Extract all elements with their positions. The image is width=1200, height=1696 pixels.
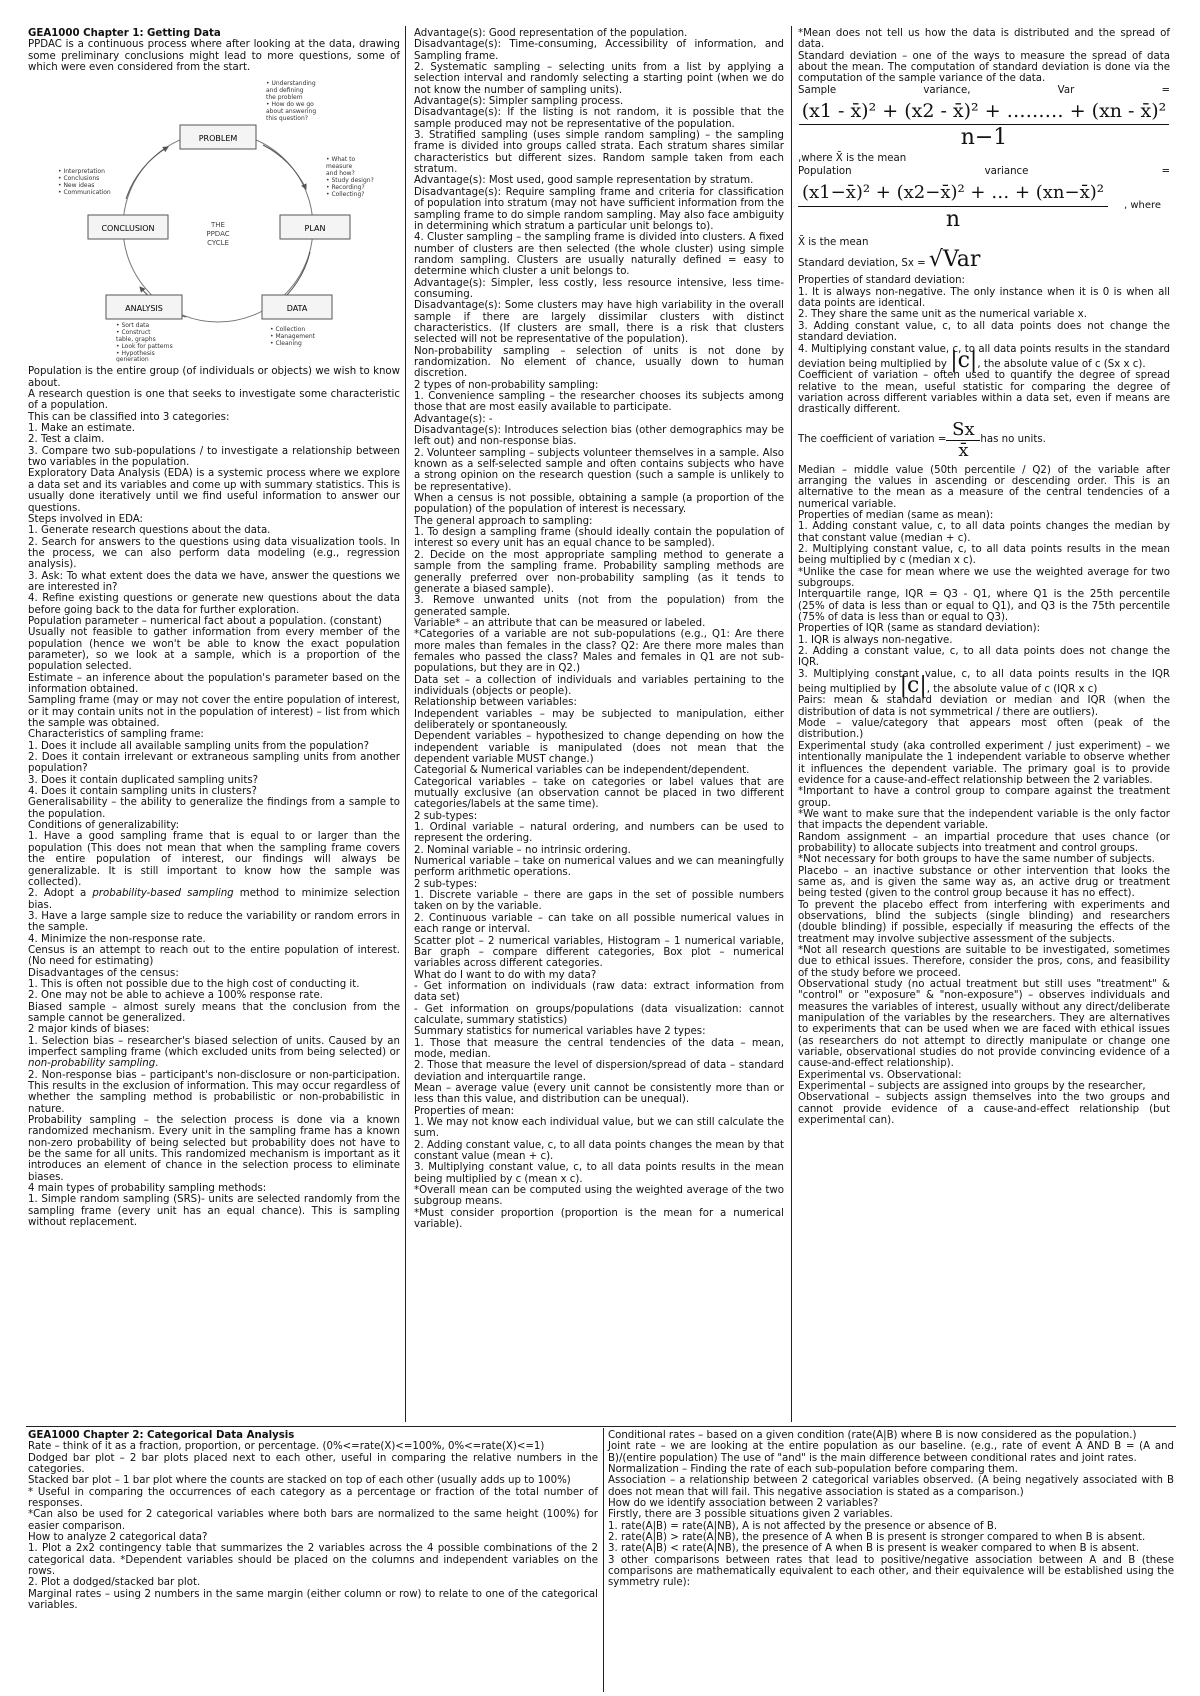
text-block: *Important to have a control group to compare against the treatment group. [798, 786, 1170, 809]
text-block: 1. Selection bias – researcher's biased selection of units. Caused by an imperfect sampling frame (which excluded units from being selected) or non-probability sampling. [28, 1035, 400, 1070]
text-block: *Unlike the case for mean where we use the weighted average for two subgroups. [798, 566, 1170, 589]
text-block: Data set – a collection of individuals and variables pertaining to the individuals (objects or people). [414, 674, 784, 697]
text-block: 2. They share the same unit as the numerical variable x. [798, 309, 1087, 321]
text-block: Summary statistics for numerical variables have 2 types: [414, 1026, 706, 1038]
text-block: Population parameter – numerical fact about a population. (constant) [28, 615, 382, 627]
text-block: 3. Ask: To what extent does the data we have, answer the questions we are interested in? [28, 570, 400, 593]
text-block: *Must consider proportion (proportion is the mean for a numerical variable). [414, 1207, 784, 1231]
text-block: 3. Compare two sub-populations / to investigate a relationship between two variables in the population. [28, 445, 400, 469]
population-variance-denominator: n [945, 206, 961, 232]
text-block: A research question is one that seeks to investigate some characteristic of a population. [28, 389, 400, 412]
text-block: Coefficient of variation – often used to quantify the degree of spread relative to the mean, useful statistic for comparing the degree of variation across different variables within a data set, even if means are drastically different. [798, 370, 1170, 416]
svg-text:• Understanding: • Understanding [266, 80, 316, 88]
text-block: 1. Convenience sampling – the researcher chooses its subjects among those that are most easily available to participate. [414, 391, 784, 414]
text-block: Exploratory Data Analysis (EDA) is a systemic process where we explore a data set and its variables and come up with summary statistics. This is usually done iteratively until we find useful information to answer our questions. [28, 468, 400, 514]
column-divider-1 [405, 26, 406, 1422]
svg-text:• What to: • What to [326, 156, 356, 164]
column-4 [28, 1430, 598, 1612]
text-block: 3. Adding constant value, c, to all data points does not change the standard deviation. [798, 320, 1170, 344]
text-block: 2. Search for answers to the questions using data visualization tools. In the process, we can also perform data modeling (e.g., regression analysis). [28, 536, 400, 571]
text-block: Properties of standard deviation: [798, 275, 965, 287]
svg-text:• Cleaning: • Cleaning [270, 340, 302, 348]
chapter-2-title: GEA1000 Chapter 2: Categorical Data Analysis [28, 1430, 295, 1441]
text-block: 2. Those that measure the level of dispersion/spread of data – standard deviation and interquartile range. [414, 1060, 784, 1083]
svg-text:generation: generation [116, 356, 149, 363]
svg-text:CYCLE: CYCLE [207, 239, 229, 248]
text-block: Pairs: mean & standard deviation or median and IQR (when the distribution of data is not symmetrical / there are outliers). [798, 695, 1170, 718]
text-block: Non-probability sampling – selection of units is not done by randomization. No element of chance, usually down to human discretion. [414, 345, 784, 380]
text-block: *Not necessary for both groups to have the same number of subjects. [798, 854, 1156, 866]
text-block: 3. Does it contain duplicated sampling units? [28, 774, 259, 786]
text-block: *Can also be used for 2 categorical variables where both bars are normalized to the same height (100%) for easier comparison. [28, 1509, 598, 1532]
text-block: 3. Remove unwanted units (not from the population) from the generated sample. [414, 595, 784, 618]
text-block: Disadvantage(s): Time-consuming, Accessibility of information, and Sampling frame. [414, 39, 784, 62]
text-block: 2. rate(A|B) > rate(A|NB), the presence of A when B is present is stronger compared to when B is absent. [608, 1532, 1146, 1544]
text-block: *Overall mean can be computed using the weighted average of the two subgroup means. [414, 1185, 784, 1208]
svg-text:PPDAC: PPDAC [206, 230, 230, 239]
sample-variance-denominator: n−1 [960, 125, 1008, 151]
sample-variance-label-row: Sample variance, Var = [798, 84, 1170, 96]
text-block: 4. Does it contain sampling units in clusters? [28, 786, 257, 798]
svg-text:measure: measure [326, 163, 353, 171]
svg-text:• Communication: • Communication [58, 189, 111, 197]
ppdac-intro: PPDAC is a continuous process where after looking at the data, drawing some preliminary conclusions might lead to more questions, some of which were even considered from the start. [28, 39, 400, 74]
text-block: Advantage(s): Most used, good sample representation by stratum. [414, 175, 754, 187]
text-block: Probability sampling – the selection process is done via a known randomized mechanism. Every unit in the sampling frame has a known non-zero probability of being selected but probability does not have to be the same for all units. This randomized mechanism is important as it introduces an element of chance in the selection process to eliminate biases. [28, 1115, 400, 1183]
svg-text:• Hypothesis: • Hypothesis [116, 350, 155, 358]
text-block: *Not all research questions are suitable to be investigated, sometimes due to ethical issues. Therefore, consider the pros, cons, and feasibility of the study before we proceed. [798, 945, 1170, 979]
text-block: Usually not feasible to gather information from every member of the population (hence we won't be able to know the exact population parameter), so we look at a sample, which is a proportion of the population selected. [28, 627, 400, 673]
text-block: Experimental study (aka controlled experiment / just experiment) – we intentionally manipulate the 1 independent variable to observe whether it influences the dependent variable. The primary goal is to provide evidence for a cause-and-effect relationship between the 2 variables. [798, 740, 1170, 786]
text-block: 2 sub-types: [414, 810, 478, 822]
text-block: *Categories of a variable are not sub-populations (e.g., Q1: Are there more males than females in the class? Q2: Are there more males than females who passed the class? Males and females in Q1 are not sub-populations, but they are in Q2.) [414, 629, 784, 675]
text-block: 2. Continuous variable – can take on all possible numerical values in each range or interval. [414, 912, 784, 936]
cycle-center-text [206, 221, 229, 247]
population-variance-formula: $\frac{\text{(x1−x̄)² + (x2−x̄)² + … + (xn−x̄)²}}{n}$ , where [798, 180, 1170, 233]
text-block: 1. To design a sampling frame (should ideally contain the population of interest so every unit has an equal chance to be sampled). [414, 527, 784, 550]
text-block: Dodged bar plot – 2 bar plots placed next to each other, useful in comparing the relative numbers in the categories. [28, 1452, 598, 1476]
text-block: 4. Minimize the non-response rate. [28, 933, 206, 945]
text-block: Conditions of generalizability: [28, 820, 180, 832]
svg-text:• Study design?: • Study design? [326, 177, 374, 185]
text-block: Random assignment – an impartial procedure that uses chance (or probability) to allocate subjects into treatment and control groups. [798, 831, 1170, 854]
text-block: 4. Multiplying constant value, c, to all data points results in the standard deviation being multiplied by |c|, the absolute value of c (Sx x c). [798, 343, 1170, 373]
text-block: 1. Ordinal variable – natural ordering, and numbers can be used to represent the ordering. [414, 822, 784, 845]
text-block: Marginal rates – using 2 numbers in the same margin (either column or row) to relate to one of the categorical variables. [28, 1588, 598, 1612]
text-block: 1. We may not know each individual value, but we can still calculate the sum. [414, 1117, 784, 1140]
text-block: *Mean does not tell us how the data is distributed and the spread of data. [798, 28, 1170, 51]
text-block: Biased sample – almost surely means that the conclusion from the sample cannot be generalized. [28, 1001, 400, 1024]
population-variance-numerator: (x1−x̄)² + (x2−x̄)² + … + (xn−x̄)² [798, 180, 1108, 207]
text-block: Association – a relationship between 2 categorical variables observed. (A being negatively associated with B does not mean that will fail. This negative association is stated as a comparison.) [608, 1475, 1174, 1498]
text-block: Population is the entire group (of individuals or objects) we wish to know about. [28, 366, 400, 389]
text-block: 1. Those that measure the central tendencies of the data – mean, mode, median. [414, 1037, 784, 1060]
text-block: Observational study (no actual treatment but still uses "treatment" & "control" or "exposure" & "non-exposure") – observes individuals and measures the variables of interest, usually without any direct/deliberate manipulation of the variables by the researchers. They are alternatives to experiments that can be used when we are faced with ethical issues (as researchers do not attempt to directly manipulate or change one variable, observational studies do not provide convincing evidence of a cause-and-effect relationship). [798, 979, 1170, 1070]
text-block: Interquartile range, IQR = Q3 - Q1, where Q1 is the 25th percentile (25% of data is less than or equal to Q1), and Q3 is the 75th percentile (75% of data is less than or equal to Q3). [798, 589, 1170, 624]
chapter-1-title: GEA1000 Chapter 1: Getting Data [28, 28, 221, 39]
text-block: Median – middle value (50th percentile / Q2) of the variable after arranging the values in ascending or descending order. This is an alternative to the mean as a measure of the central tendencies of a numerical variable. [798, 464, 1170, 510]
text-block: 2. Test a claim. [28, 434, 105, 446]
svg-text:• New ideas: • New ideas [58, 182, 95, 190]
text-block: What do I want to do with my data? [414, 969, 597, 981]
column-3 [798, 28, 1170, 1127]
data-label: DATA [286, 304, 308, 314]
text-block: 2. Multiplying constant value, c, to all data points results in the mean being multiplied by c (median x c). [798, 543, 1170, 567]
svg-text:• Recording?: • Recording? [326, 184, 365, 192]
text-block: Scatter plot – 2 numerical variables, Histogram – 1 numerical variable, Bar graph – compare different categories, Box plot – numerical variables across different categories. [414, 935, 784, 970]
text-block: 1. Adding constant value, c, to all data points changes the median by that constant value (median + c). [798, 521, 1170, 544]
ppdac-cycle-diagram [58, 77, 378, 362]
text-block: 1. Does it include all available sampling units from the population? [28, 740, 369, 752]
text-block: 2 sub-types: [414, 878, 478, 890]
text-block: 2. Adopt a probability-based sampling method to minimize selection bias. [28, 888, 400, 911]
text-block: 1. It is always non-negative. The only instance when it is 0 is when all data points are identical. [798, 286, 1170, 310]
text-block: * Useful in comparing the occurrences of each category as a percentage or fraction of the total number of responses. [28, 1486, 598, 1510]
text-block: 2. Adding constant value, c, to all data points changes the mean by that constant value (mean + c). [414, 1139, 784, 1163]
text-block: Census is an attempt to reach out to the entire population of interest. (No need for estimating) [28, 944, 400, 968]
text-block: Joint rate – we are looking at the entire population as our baseline. (e.g., rate of event A AND B = (A and B)/(entire population) The use of "and" is the main difference between conditional rates and joint rates. [608, 1441, 1174, 1464]
svg-text:about answering: about answering [266, 108, 317, 116]
text-block: Advantage(s): Good representation of the population. [414, 28, 688, 39]
text-block: X̄ is the mean [798, 236, 869, 248]
text-block: 4 main types of probability sampling methods: [28, 1183, 267, 1195]
text-block: 1. Simple random sampling (SRS)- units are selected randomly from the sampling frame (every unit has an equal chance). This is sampling without replacement. [28, 1194, 400, 1229]
column-divider-3 [603, 1428, 604, 1692]
text-block: 1. This is often not possible due to the high cost of conducting it. [28, 978, 360, 990]
text-block: Independent variables – may be subjected to manipulation, either deliberately or spontaneously. [414, 708, 784, 731]
text-block: Observational – subjects assign themselves into the two groups and cannot provide evidence of a cause-and-effect relationship (but experimental can). [798, 1092, 1170, 1127]
text-block: The general approach to sampling: [414, 515, 593, 527]
column-5 [608, 1430, 1174, 1589]
sample-variance-numerator: (x1 - x̄)² + (x2 - x̄)² + ……… + (xn - x̄)² [799, 98, 1169, 125]
standard-deviation-line: Standard deviation, Sx = √Var [798, 247, 981, 273]
column-2 [414, 28, 784, 1230]
text-block: 2. Plot a dodged/stacked bar plot. [28, 1577, 201, 1589]
analysis-label: ANALYSIS [125, 304, 163, 314]
text-block: 3. Multiplying constant value, c, to all data points results in the IQR being multiplied by |c|, the absolute value of c (IQR x c) [798, 668, 1170, 699]
text-block: Numerical variable – take on numerical values and we can meaningfully perform arithmetic operations. [414, 856, 784, 879]
text-block: Rate – think of it as a fraction, proportion, or percentage. (0%<=rate(X)<=100%, 0%<=rate(X)<=1) [28, 1441, 545, 1453]
text-block: Characteristics of sampling frame: [28, 729, 204, 741]
text-block: 2. Nominal variable – no intrinsic ordering. [414, 844, 631, 856]
text-block: Relationship between variables: [414, 697, 577, 709]
svg-text:this question?: this question? [266, 115, 308, 123]
text-block: Sampling frame (may or may not cover the entire population of interest, or it may contain units not in the population of interest) – list from which the sample was obtained. [28, 695, 400, 730]
standard-deviation-formula: √Var [928, 247, 981, 273]
text-block: Firstly, there are 3 possible situations given 2 variables. [608, 1509, 893, 1521]
text-block: Properties of mean: [414, 1105, 515, 1117]
svg-text:the problem: the problem [266, 94, 303, 102]
text-block: 1. rate(A|B) = rate(A|NB), A is not affected by the presence or absence of B. [608, 1520, 998, 1532]
text-block: 2. Decide on the most appropriate sampling method to generate a sample from the sampling frame. Probability sampling methods are generally preferred over non-probability sampling (as it tends to generate a biased sample). [414, 549, 784, 595]
text-block: This can be classified into 3 categories: [28, 411, 230, 423]
column-divider-2 [791, 26, 792, 1422]
text-block: 3. rate(A|B) < rate(A|NB), the presence of A when B is present is weaker compared to when B is absent. [608, 1543, 1140, 1555]
text-block: Disadvantage(s): Introduces selection bias (other demographics may be left out) and non-response bias. [414, 425, 784, 448]
text-block: 3. Have a large sample size to reduce the variability or random errors in the sample. [28, 910, 400, 934]
text-block: 4. Cluster sampling – the sampling frame is divided into clusters. A fixed number of clusters are then selected (the whole cluster) using simple random sampling. Clusters are usually naturally defined = easy to determine which cluster a unit belongs to. [414, 232, 784, 278]
problem-label: PROBLEM [198, 134, 238, 144]
plan-notes [326, 156, 374, 198]
text-block: ,where X̄ is the mean [798, 153, 907, 165]
plan-label: PLAN [304, 224, 326, 234]
text-block: Categorial & Numerical variables can be independent/dependent. [414, 765, 750, 777]
text-block: 2 types of non-probability sampling: [414, 379, 599, 391]
svg-text:• Collection: • Collection [270, 326, 306, 334]
svg-text:• Construct: • Construct [116, 329, 151, 337]
sample-variance-formula [798, 98, 1170, 151]
text-block: Advantage(s): Simpler, less costly, less resource intensive, less time-consuming. [414, 277, 784, 300]
text-block: Disadvantage(s): Some clusters may have high variability in the overall sample if there are largely dissimilar clusters with distinct characteristics. (If clusters are small, there is a risk that clusters selected will not be representative of the population). [414, 300, 784, 346]
text-block: 1. Make an estimate. [28, 423, 136, 435]
svg-text:• How do we go: • How do we go [266, 101, 314, 109]
data-notes [270, 326, 316, 347]
text-block: Properties of median (same as mean): [798, 509, 994, 521]
text-block: Steps involved in EDA: [28, 513, 143, 525]
section-divider [26, 1426, 1176, 1427]
text-block: 3 other comparisons between rates that lead to positive/negative association between A and B (these comparisons are mathematically equivalent to each other, and their equivalence will be established using the symmetry rule): [608, 1554, 1174, 1589]
text-block: Conditional rates – based on a given condition (rate(A|B) where B is now considered as the population.) [608, 1430, 1137, 1441]
text-block: 2. Adding a constant value, c, to all data points does not change the IQR. [798, 646, 1170, 669]
text-block: 1. Generate research questions about the data. [28, 525, 271, 537]
text-block: - Get information on individuals (raw data: extract information from data set) [414, 980, 784, 1004]
text-block: 2. Non-response bias – participant's non-disclosure or non-participation. This results in the exclusion of information. This may occur regardless of whether the sampling method is probabilistic or non-probabilistic in nature. [28, 1069, 400, 1115]
text-block: 1. Discrete variable – there are gaps in the set of possible numbers taken on by the variable. [414, 890, 784, 913]
text-block: 2. Systematic sampling – selecting units from a list by applying a selection interval and randomly selecting a starting point (when we do not know the number of sampling units). [414, 62, 784, 96]
text-block: Normalization – Finding the rate of each sub-population before comparing them. [608, 1464, 1018, 1476]
svg-text:• Sort data: • Sort data [116, 322, 150, 330]
svg-text:• Management: • Management [270, 333, 315, 341]
column-1 [28, 28, 400, 1229]
text-block: Generalisability – the ability to generalize the findings from a sample to the population. [28, 797, 400, 820]
svg-text:• Conclusions: • Conclusions [58, 175, 100, 183]
text-block: 3. Multiplying constant value, c, to all data points results in the mean being multiplied by c (mean x c). [414, 1162, 784, 1185]
text-block: When a census is not possible, obtaining a sample (a proportion of the population) of the population of interest is necessary. [414, 493, 784, 516]
analysis-notes [116, 322, 173, 362]
text-block: 1. Have a good sampling frame that is equal to or larger than the population (This does not mean that when the sampling frame covers the entire population of interest, our findings will always be generalizable. It is still important to know how the sample was collected). [28, 831, 400, 888]
text-block: To prevent the placebo effect from interfering with experiments and observations, blind the subjects (single blinding) and researchers (double blinding) if possible, especially if measuring the effects of the treatment may involve subjective assessment of the subjects. [798, 899, 1170, 945]
text-block: Experimental – subjects are assigned into groups by the researcher, [798, 1081, 1146, 1093]
text-block: - Get information on groups/populations (data visualization: cannot calculate, summary statistics) [414, 1003, 784, 1026]
svg-text:• Collecting?: • Collecting? [326, 191, 365, 199]
svg-text:table, graphs: table, graphs [116, 336, 156, 344]
text-block: 2. One may not be able to achieve a 100% response rate. [28, 990, 323, 1002]
text-block: Placebo – an inactive substance or other intervention that looks the same as, and is given the same way as, an active drug or treatment being tested (given to the control group because it has no effect). [798, 865, 1170, 900]
text-block: 2. Volunteer sampling – subjects volunteer themselves in a sample. Also known as a self-selected sample and often contains subjects who have a strong opinion on the research question (such a sample is unlikely to be representative). [414, 447, 784, 493]
svg-text:and how?: and how? [326, 170, 355, 178]
problem-notes [266, 80, 316, 122]
conclusion-label: CONCLUSION [101, 224, 155, 234]
text-block: Dependent variables – hypothesized to change depending on how the independent variable is manipulated (does not mean that the dependent variable MUST change.) [414, 731, 784, 765]
svg-text:• Look for patterns: • Look for patterns [116, 343, 173, 351]
text-block: Experimental vs. Observational: [798, 1069, 962, 1081]
coefficient-variation-line: The coefficient of variation = $\frac{Sx}{x̄}$ has no units. [798, 418, 1046, 461]
text-block: Stacked bar plot – 1 bar plot where the counts are stacked on top of each other (usually adds up to 100%) [28, 1475, 571, 1487]
text-block: Standard deviation – one of the ways to measure the spread of data about the mean. The computation of standard deviation is done via the computation of the sample variance of the data. [798, 50, 1170, 85]
conclusion-notes [58, 168, 111, 196]
text-block: Categorical variables – take on categories or label values that are mutually exclusive (an observation cannot be placed in two different categories/labels at the same time). [414, 776, 784, 811]
text-block: How to analyze 2 categorical data? [28, 1532, 208, 1544]
population-variance-label-row: Population variance = [798, 166, 1170, 178]
text-block: Estimate – an inference about the population's parameter based on the information obtained. [28, 672, 400, 695]
text-block: Disadvantage(s): Require sampling frame and criteria for classification of population into stratum (may not have sufficient information from the sampling frame to do simple random sampling. May also face ambiguity in determining which stratum a particular unit belongs to). [414, 186, 784, 232]
text-block: 2. Does it contain irrelevant or extraneous sampling units from another population? [28, 752, 400, 775]
text-block: Advantage(s): - [414, 413, 493, 425]
svg-text:THE: THE [211, 221, 225, 230]
text-block: 1. IQR is always non-negative. [798, 634, 953, 646]
text-block: Mode – value/category that appears most often (peak of the distribution.) [798, 718, 1170, 741]
text-block: Variable* – an attribute that can be measured or labeled. [414, 617, 706, 629]
text-block: Mean – average value (every unit cannot be consistently more than or less than this value, and distribution can be unequal). [414, 1082, 784, 1106]
text-block: Properties of IQR (same as standard deviation): [798, 623, 1041, 635]
svg-text:• Interpretation: • Interpretation [58, 168, 105, 176]
text-block: 1. Plot a 2x2 contingency table that summarizes the 2 variables across the 4 possible combinations of the 2 categorical data. *Dependent variables should be placed on the columns and independent variables on the rows. [28, 1543, 598, 1578]
text-block: 3. Stratified sampling (uses simple random sampling) – the sampling frame is divided into groups called strata. Each stratum shares similar characteristics but different sizes. Random sample taken from each stratum. [414, 130, 784, 176]
text-block: Advantage(s): Simpler sampling process. [414, 96, 624, 108]
text-block: How do we identify association between 2 variables? [608, 1498, 879, 1510]
text-block: 2 major kinds of biases: [28, 1024, 150, 1036]
text-block: *We want to make sure that the independent variable is the only factor that impacts the dependent variable. [798, 808, 1170, 832]
text-block: Disadvantage(s): If the listing is not random, it is possible that the sample produced may not be representative of the population. [414, 107, 784, 130]
text-block: 4. Refine existing questions or generate new questions about the data before going back to the data for further exploration. [28, 593, 400, 616]
svg-text:and defining: and defining [266, 87, 304, 95]
text-block: Disadvantages of the census: [28, 967, 179, 979]
